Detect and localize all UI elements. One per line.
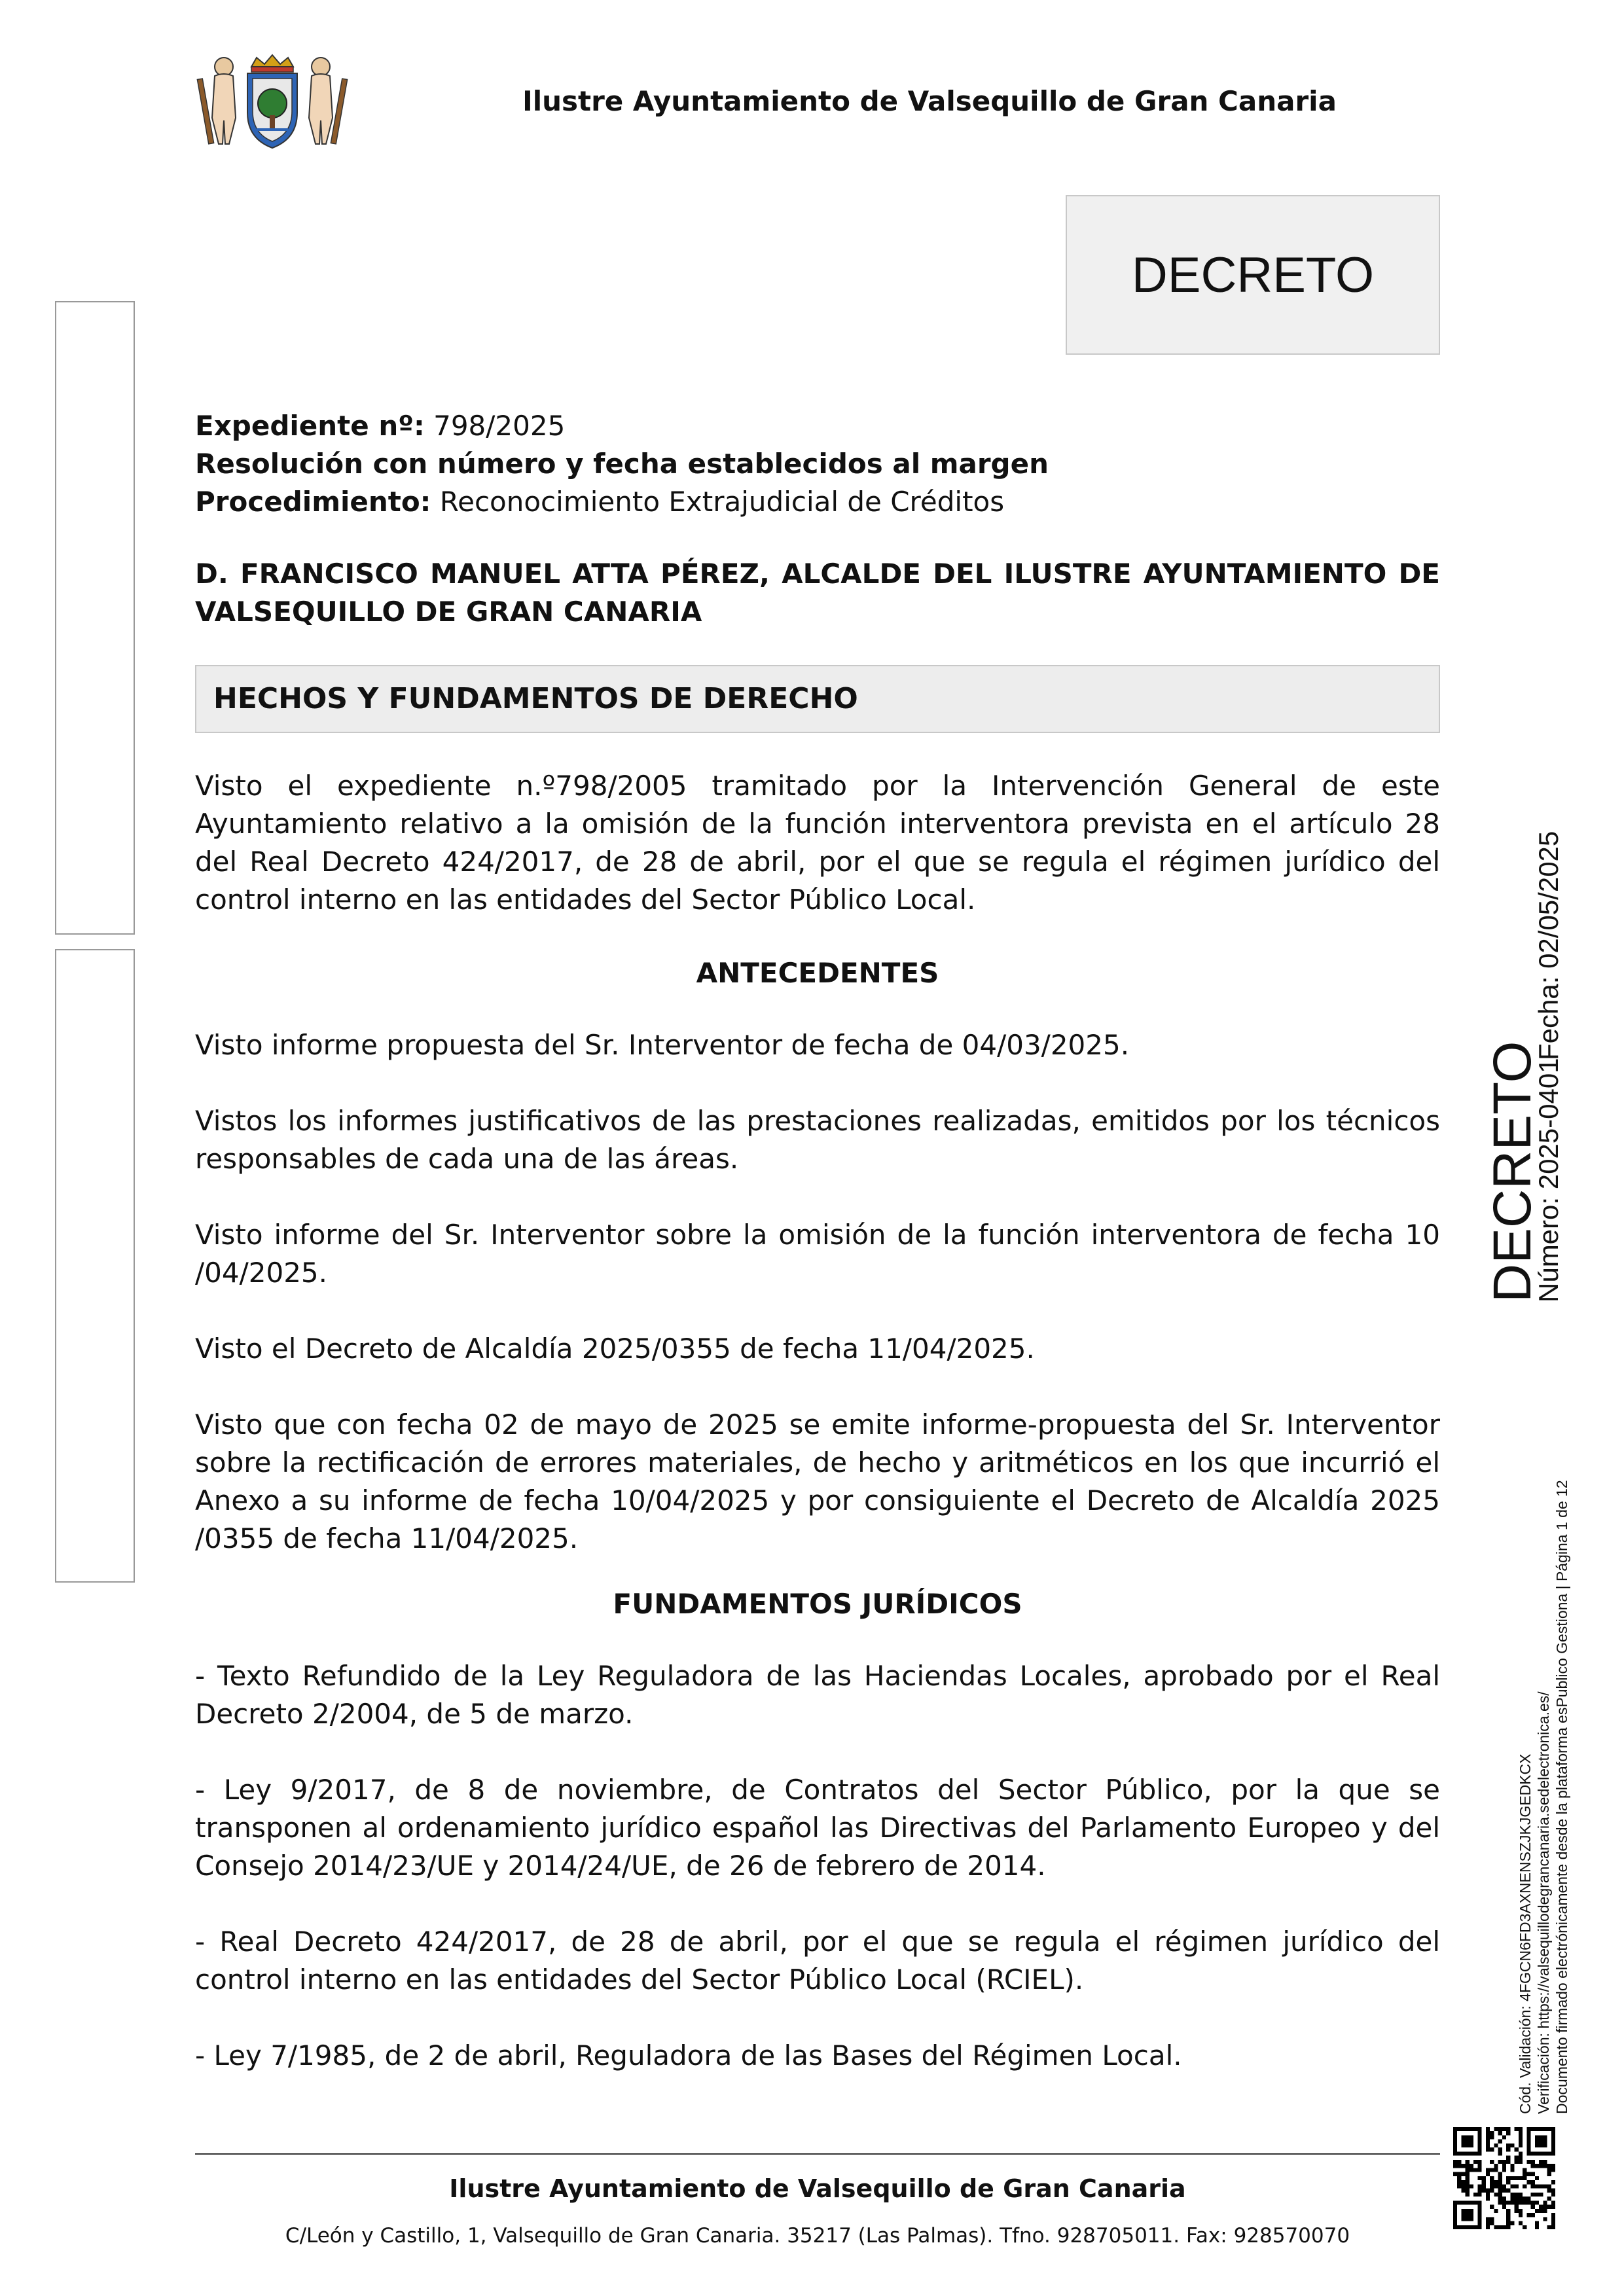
qr-code-icon[interactable] <box>1453 2127 1555 2229</box>
antecedente-paragraph: Visto informe del Sr. Interventor sobre la omisión de la función interventora de fecha 10 /04/2025. <box>195 1219 1440 1289</box>
antecedentes-heading: ANTECEDENTES <box>696 957 939 989</box>
footer-title: Ilustre Ayuntamiento de Valsequillo de Gran Canaria <box>449 2174 1186 2203</box>
stamp-verificacion: Verificación: https://valsequillodegrancanaria.sedelectronica.es/ <box>1535 1691 1552 2114</box>
procedimiento-value: Reconocimiento Extrajudicial de Créditos <box>431 486 1005 518</box>
coat-of-arms-icon <box>196 52 348 151</box>
stamp-numero: Número: 2025-0401 <box>1533 1058 1564 1302</box>
antecedente-paragraph: Visto el Decreto de Alcaldía 2025/0355 de fecha 11/04/2025. <box>195 1333 1035 1365</box>
stamp-fecha: Fecha: 02/05/2025 <box>1533 831 1564 1060</box>
footer-address: C/León y Castillo, 1, Valsequillo de Gran Canaria. 35217 (Las Palmas). Tfno. 928705011. Fax: 928570070 <box>285 2224 1350 2248</box>
intro-paragraph: Visto el expediente n.º798/2005 tramitado por la Intervención General de este Ayuntamiento relativo a la omisión de la función interventora prevista en el artículo 28 del Real Decreto 424/2017, de 28 de abril, por el que se regula el régimen jurídico del control interno en las entidades del Sector Público Local. <box>195 770 1440 916</box>
fundamento-paragraph: - Real Decreto 424/2017, de 28 de abril, por el que se regula el régimen jurídico del control interno en las entidades del Sector Público Local (RCIEL). <box>195 1926 1440 1996</box>
expediente-label: Expediente nº: <box>195 410 425 442</box>
fundamentos-heading: FUNDAMENTOS JURÍDICOS <box>613 1588 1022 1620</box>
expediente-meta <box>195 407 1440 521</box>
section-heading: HECHOS Y FUNDAMENTOS DE DERECHO <box>195 665 1440 733</box>
margin-box-bottom <box>55 949 135 1583</box>
stamp-documento: Documento firmado electrónicamente desde la plataforma esPublico Gestiona | Página 1 de 12 <box>1553 1480 1570 2114</box>
footer-divider <box>195 2153 1440 2155</box>
fundamento-paragraph: - Ley 9/2017, de 8 de noviembre, de Contratos del Sector Público, por la que se transponen al ordenamiento jurídico español las Directivas del Parlamento Europeo y del Consejo 2014/23/UE y 2014/24/UE, de 26 de febrero de 2014. <box>195 1774 1440 1882</box>
expediente-value: 798/2025 <box>424 410 566 442</box>
header-title: Ilustre Ayuntamiento de Valsequillo de Gran Canaria <box>522 85 1337 117</box>
decreto-label-box <box>1066 195 1440 355</box>
antecedente-paragraph: Visto informe propuesta del Sr. Interventor de fecha de 04/03/2025. <box>195 1029 1130 1061</box>
antecedente-paragraph: Vistos los informes justificativos de las prestaciones realizadas, emitidos por los técnicos responsables de cada una de las áreas. <box>195 1105 1440 1175</box>
stamp-verification-text <box>1516 1480 1571 2114</box>
stamp-decreto: DECRETO <box>1483 1041 1542 1302</box>
decreto-label: DECRETO <box>1131 247 1375 303</box>
fundamento-paragraph: - Texto Refundido de la Ley Reguladora de las Haciendas Locales, aprobado por el Real Decreto 2/2004, de 5 de marzo. <box>195 1660 1440 1730</box>
expediente-line <box>195 407 1440 445</box>
margin-box-top <box>55 301 135 935</box>
stamp-cod-validacion: Cód. Validación: 4FGCN6FD3AXNENSZJKJGEDKCX <box>1517 1753 1534 2114</box>
procedimiento-line <box>195 483 1440 521</box>
resolucion-line: Resolución con número y fecha establecidos al margen <box>195 448 1049 480</box>
alcalde-heading: D. FRANCISCO MANUEL ATTA PÉREZ, ALCALDE DEL ILUSTRE AYUNTAMIENTO DE VALSEQUILLO DE GRAN CANARIA <box>195 558 1440 628</box>
fundamento-paragraph: - Ley 7/1985, de 2 de abril, Reguladora de las Bases del Régimen Local. <box>195 2039 1182 2072</box>
procedimiento-label: Procedimiento: <box>195 486 431 518</box>
antecedente-paragraph: Visto que con fecha 02 de mayo de 2025 se emite informe-propuesta del Sr. Interventor sobre la rectificación de errores materiales, de hecho y aritméticos en los que incurrió el Anexo a su informe de fecha 10/04/2025 y por consiguiente el Decreto de Alcaldía 2025 /0355 de fecha 11/04/2025. <box>195 1408 1440 1554</box>
